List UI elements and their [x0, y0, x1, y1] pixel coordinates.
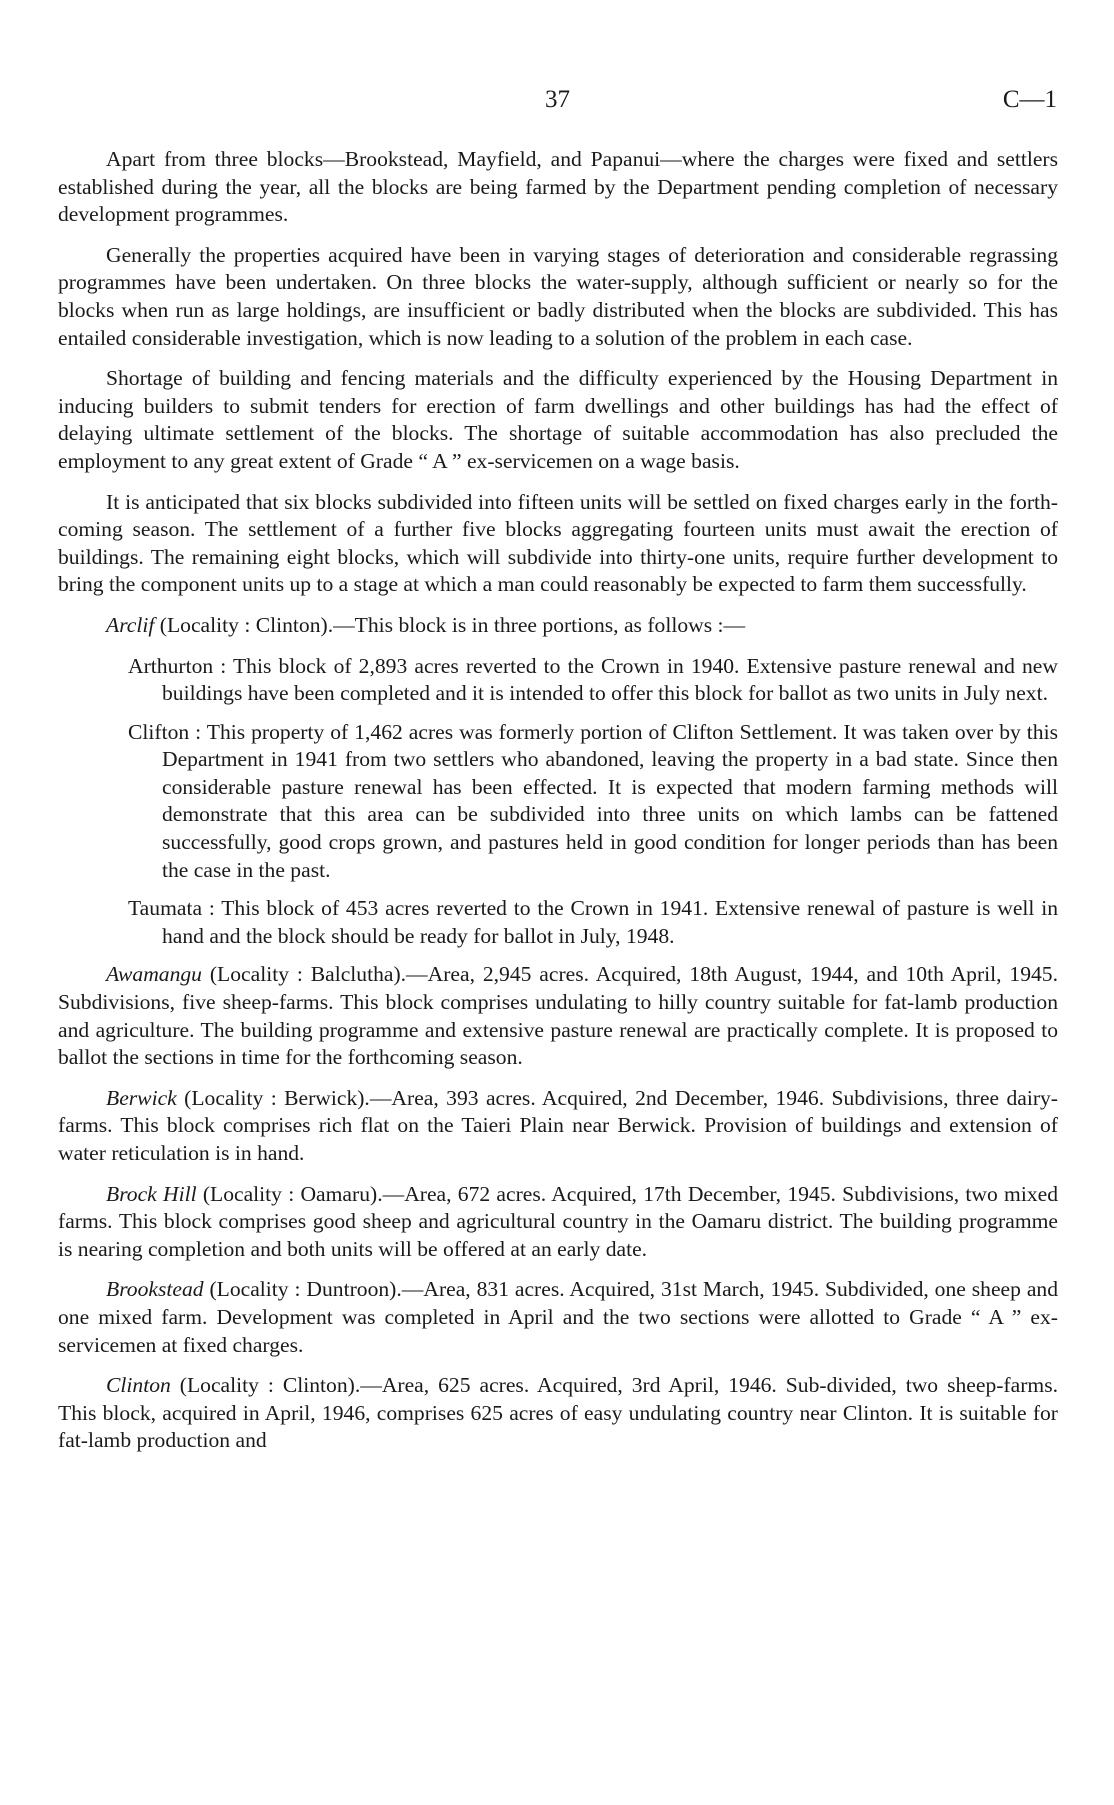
- portion-entry: Clifton : This property of 1,462 acres was formerly portion of Clifton Settlement. It was taken over by this Department in 1941 from two settlers who abandoned, leaving the property in a bad state. Since then considerable pasture renewal has been effected. It is expected that modern farming methods will demonstrate that this area can be subdivided into three units on which lambs can be fattened successfully, good crops grown, and pastures held in good condition for longer periods than has been the case in the past.: [128, 719, 1058, 882]
- block-description: (Locality : Clinton).—Area, 625 acres. Acquired, 3rd April, 1946. Sub-divided, two sheep-farms. This block, acquired in April, 1946, comprises 625 acres of easy undulating country near Clinton. It is suitable for fat-lamb production and: [58, 1373, 1058, 1453]
- paragraph: Apart from three blocks—Brookstead, Mayfield, and Papanui—where the charges were fixed and settlers established during the year, all the blocks are being farmed by the Department pending completion of necessary development programmes.: [58, 147, 1058, 227]
- block-description: (Locality : Balclutha).—Area, 2,945 acres. Acquired, 18th August, 1944, and 10th April, 1945. Subdivisions, five sheep-farms. This block comprises undulating to hilly country suitable for fat-lamb production and agriculture. The building programme and extensive pasture renewal are practically complete. It is proposed to ballot the sections in time for the forthcoming season.: [58, 962, 1058, 1070]
- block-entry: [58, 961, 1058, 1071]
- block-name: Berwick: [106, 1085, 177, 1110]
- block-name: Brookstead: [106, 1277, 204, 1302]
- block-entry-arclif: [58, 612, 1058, 640]
- block-description: (Locality : Duntroon).—Area, 831 acres. Acquired, 31st March, 1945. Subdivided, one sheep and one mixed farm. Development was completed in April and the two sections were allotted to Grade “ A ” ex-servicemen at fixed charges.: [58, 1277, 1058, 1357]
- page-header: [0, 86, 1114, 118]
- block-name: Clinton: [106, 1373, 171, 1398]
- page-number: 37: [545, 86, 570, 113]
- paragraph: Shortage of building and fencing materials and the difficulty experienced by the Housing Department in inducing builders to submit tenders for erection of farm dwellings and other buildings has had the effect of delaying ultimate settlement of the blocks. The shortage of suitable accommodation has also precluded the employment to any great extent of Grade “ A ” ex-servicemen on a wage basis.: [58, 366, 1058, 473]
- body-text: [58, 146, 1058, 1455]
- portion-entry: Arthurton : This block of 2,893 acres reverted to the Crown in 1940. Extensive pasture renewal and new buildings have been completed and it is intended to offer this block for ballot as two units in July next.: [128, 653, 1058, 706]
- block-name: Brock Hill: [106, 1181, 197, 1206]
- block-entry: [58, 1085, 1058, 1168]
- block-description: (Locality : Berwick).—Area, 393 acres. Acquired, 2nd December, 1946. Subdivisions, three dairy-farms. This block comprises rich flat on the Taieri Plain near Berwick. Provision of buildings and extension of water reticulation is in hand.: [58, 1085, 1058, 1165]
- block-description: (Locality : Oamaru).—Area, 672 acres. Acquired, 17th December, 1945. Subdivisions, two mixed farms. This block comprises good sheep and agricultural country in the Oamaru district. The building programme is nearing completion and both units will be offered at an early date.: [58, 1181, 1058, 1261]
- block-name: Awamangu: [106, 962, 202, 987]
- block-entry: [58, 1276, 1058, 1359]
- portion-entry: Taumata : This block of 453 acres reverted to the Crown in 1941. Extensive renewal of pasture is well in hand and the block should be ready for ballot in July, 1948.: [128, 896, 1058, 948]
- block-entry: [58, 1372, 1058, 1455]
- paragraph: Generally the properties acquired have been in varying stages of deterioration and considerable regrassing programmes have been undertaken. On three blocks the water-supply, although sufficient or nearly so for the blocks when run as large holdings, are insufficient or badly distributed when the blocks are subdivided. This has entailed considerable investigation, which is now leading to a solution of the problem in each case.: [58, 242, 1058, 350]
- block-name: Arclif: [106, 612, 155, 637]
- report-code: C—1: [1002, 86, 1057, 113]
- block-entry: [58, 1181, 1058, 1264]
- block-description: (Locality : Clinton).—This block is in three portions, as follows :—: [154, 612, 746, 637]
- paragraph: It is anticipated that six blocks subdivided into fifteen units will be settled on fixed charges early in the forth-coming season. The settlement of a further five blocks aggregating fourteen units must await the erection of buildings. The remaining eight blocks, which will subdivide into thirty-one units, require further development to bring the component units up to a stage at which a man could reasonably be expected to farm them successfully.: [58, 489, 1058, 597]
